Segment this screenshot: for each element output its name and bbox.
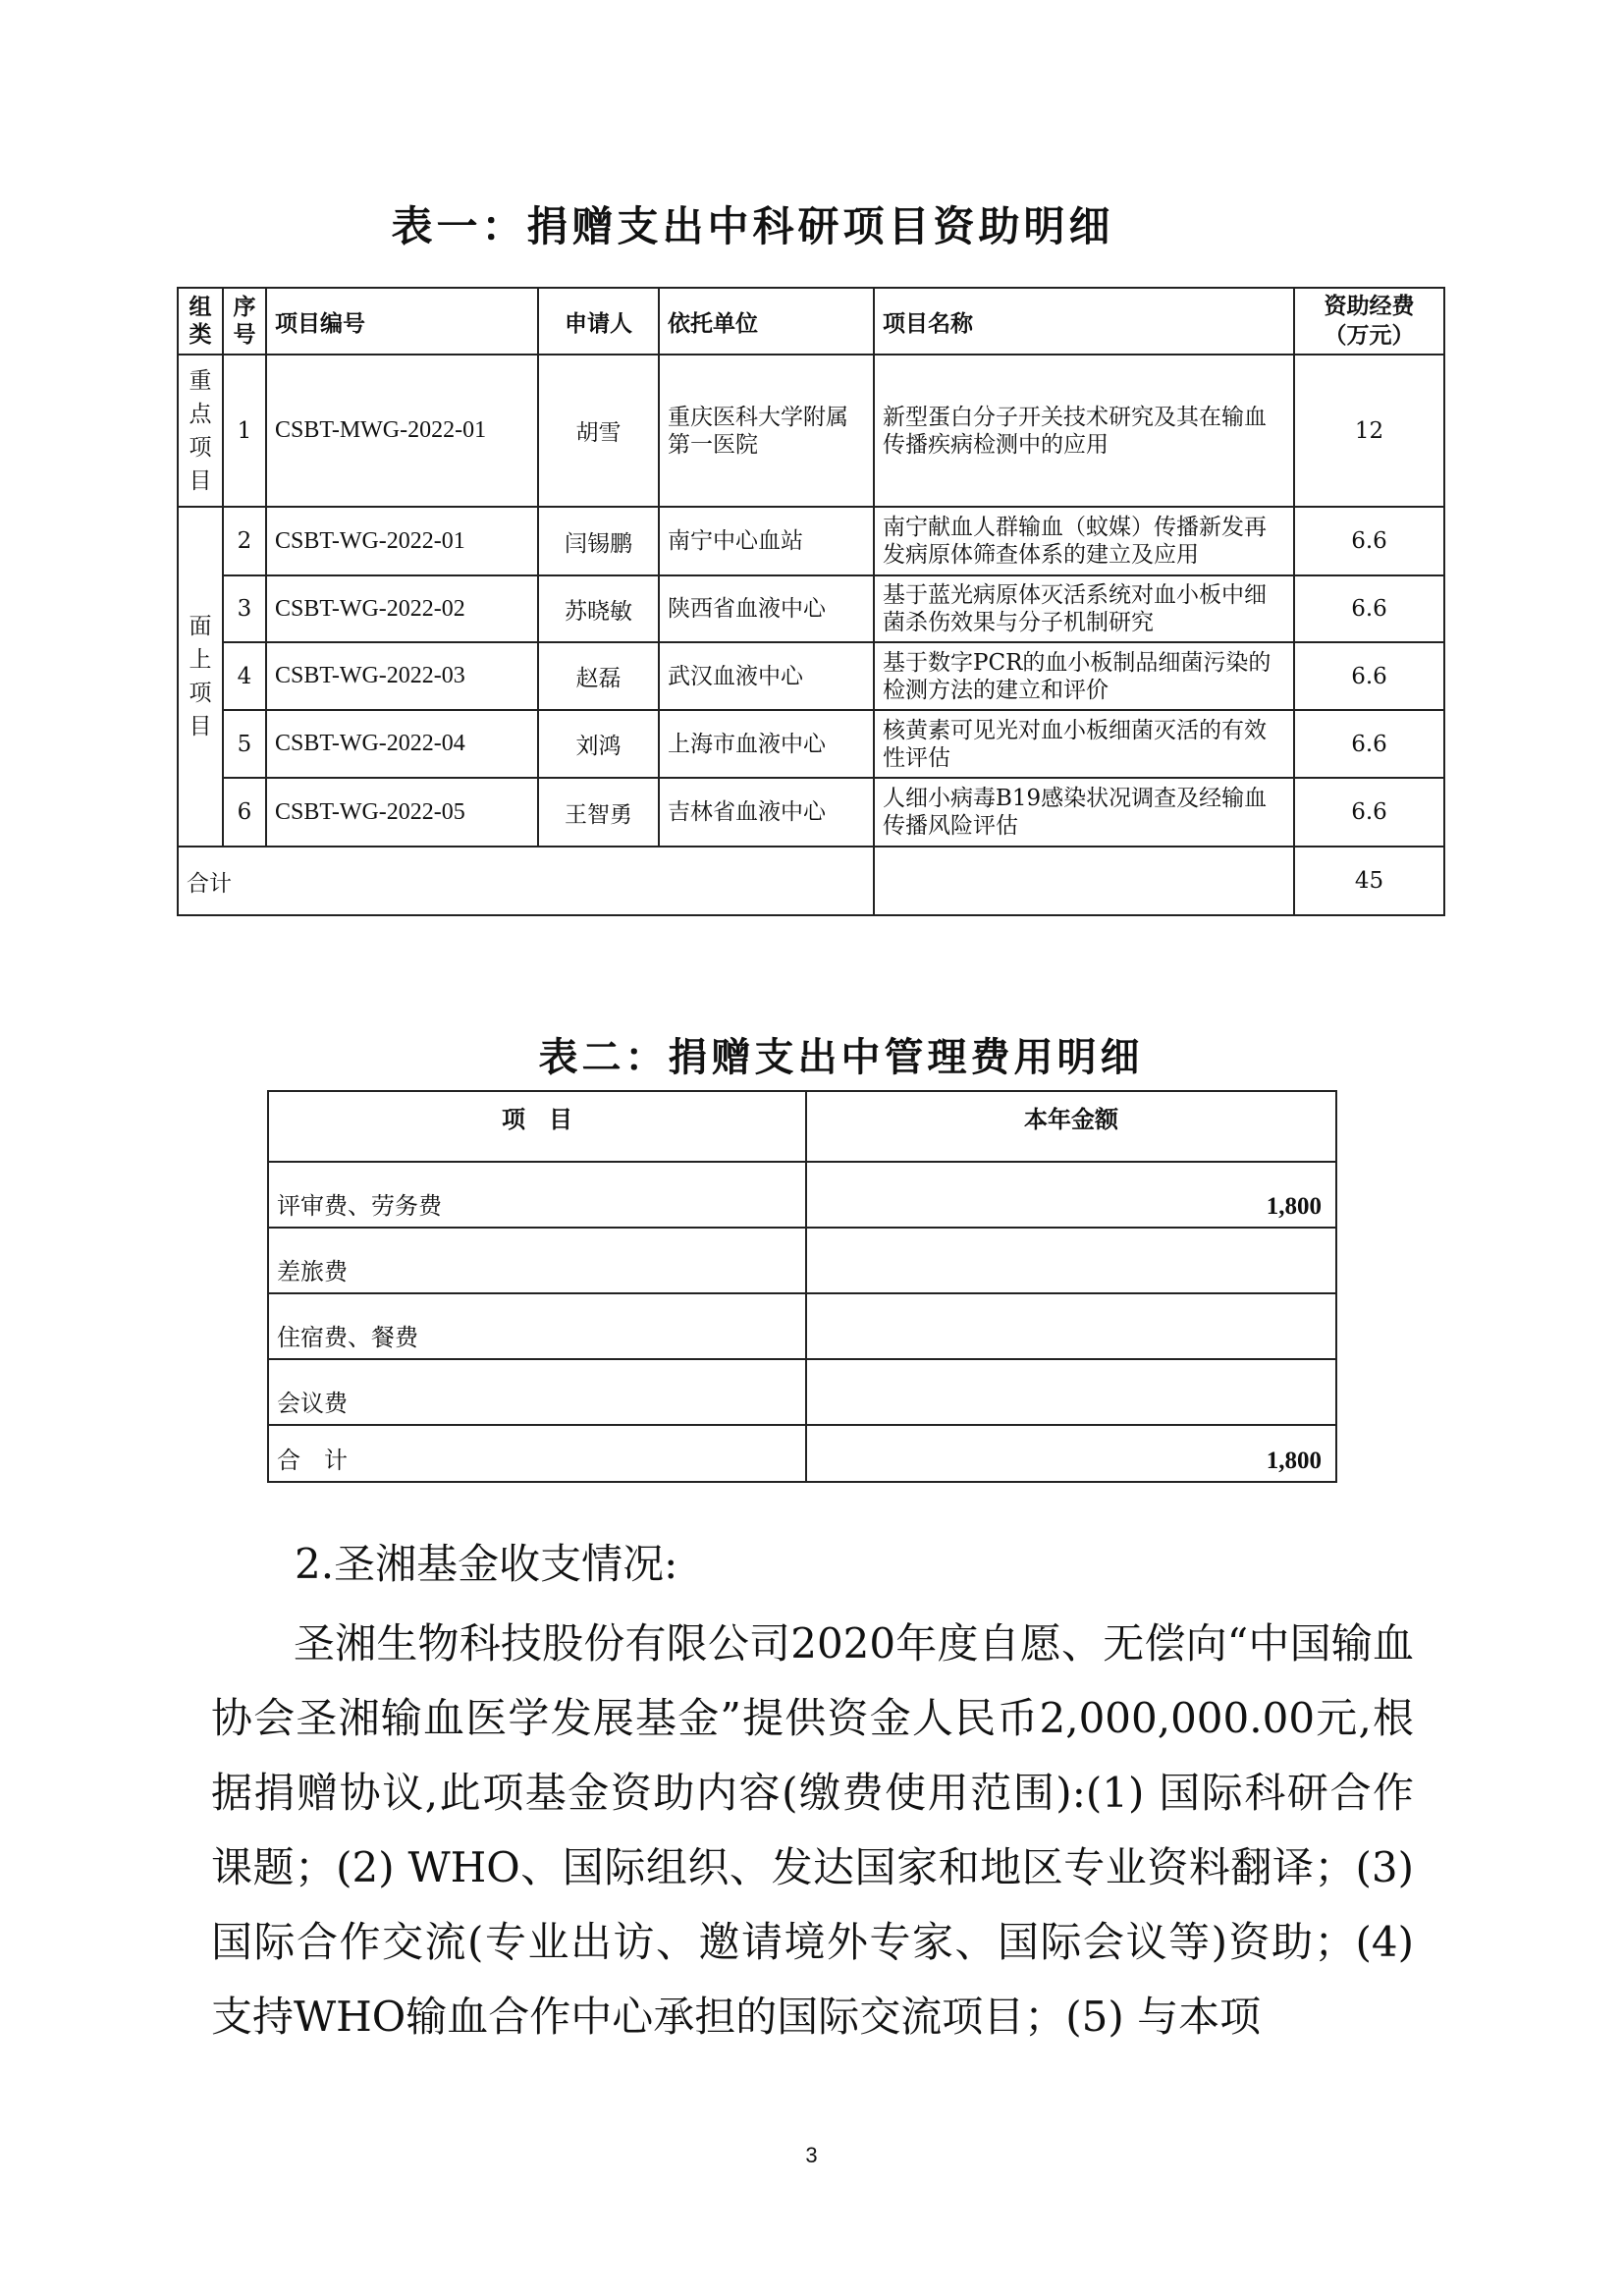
code-cell: CSBT-WG-2022-05 [266, 778, 538, 847]
total-label-cell: 合计 [178, 847, 874, 915]
total-empty-cell [874, 847, 1294, 915]
admin-expense-table [267, 1090, 1337, 1483]
project-name-cell: 基于蓝光病原体灭活系统对血小板中细菌杀伤效果与分子机制研究 [874, 575, 1294, 642]
project-name-cell: 南宁献血人群输血（蚊媒）传播新发再发病原体筛查体系的建立及应用 [874, 507, 1294, 575]
group-general-cell: 面上项目 [178, 507, 223, 847]
applicant-cell: 胡雪 [538, 355, 659, 507]
table-row [268, 1359, 1336, 1425]
header-unit: 依托单位 [659, 288, 874, 355]
table-row [178, 575, 1444, 642]
amount-cell: 12 [1294, 355, 1444, 507]
header-group: 组类 [178, 288, 223, 355]
applicant-cell: 赵磊 [538, 642, 659, 710]
unit-cell: 吉林省血液中心 [659, 778, 874, 847]
header-funding-line2: （万元） [1324, 323, 1415, 349]
seq-cell: 2 [223, 507, 266, 575]
amount-cell: 6.6 [1294, 575, 1444, 642]
header-funding [1294, 288, 1444, 355]
amount-cell: 6.6 [1294, 507, 1444, 575]
header-seq: 序号 [223, 288, 266, 355]
research-funding-table [177, 287, 1445, 916]
amount-cell: 1,800 [806, 1162, 1336, 1228]
item-cell: 住宿费、餐费 [268, 1293, 806, 1359]
code-cell: CSBT-WG-2022-04 [266, 710, 538, 778]
header-amount: 本年金额 [806, 1091, 1336, 1162]
unit-cell: 南宁中心血站 [659, 507, 874, 575]
item-cell: 差旅费 [268, 1228, 806, 1293]
amount-cell [806, 1359, 1336, 1425]
header-funding-line1: 资助经费 [1324, 294, 1415, 319]
seq-cell: 4 [223, 642, 266, 710]
project-name-cell: 人细小病毒B19感染状况调查及经输血传播风险评估 [874, 778, 1294, 847]
unit-cell: 武汉血液中心 [659, 642, 874, 710]
code-cell: CSBT-WG-2022-02 [266, 575, 538, 642]
seq-cell: 3 [223, 575, 266, 642]
unit-cell: 陕西省血液中心 [659, 575, 874, 642]
applicant-cell: 苏晓敏 [538, 575, 659, 642]
table-row [178, 778, 1444, 847]
seq-cell: 1 [223, 355, 266, 507]
table-row [268, 1162, 1336, 1228]
header-name: 项目名称 [874, 288, 1294, 355]
page-number: 3 [805, 2143, 818, 2167]
item-cell: 会议费 [268, 1359, 806, 1425]
group-key-cell: 重点项目 [178, 355, 223, 507]
amount-cell: 6.6 [1294, 778, 1444, 847]
project-name-cell: 核黄素可见光对血小板细菌灭活的有效性评估 [874, 710, 1294, 778]
table-row [268, 1293, 1336, 1359]
project-name-cell: 新型蛋白分子开关技术研究及其在输血传播疾病检测中的应用 [874, 355, 1294, 507]
section-heading: 2.圣湘基金收支情况: [295, 1540, 678, 1588]
applicant-cell: 闫锡鹏 [538, 507, 659, 575]
header-item: 项 目 [268, 1091, 806, 1162]
table2-header-row [268, 1091, 1336, 1162]
section-body: 圣湘生物科技股份有限公司2020年度自愿、无偿向“中国输血协会圣湘输血医学发展基金”提供资金人民币2,000,000.00元,根据捐赠协议,此项基金资助内容(缴费使用范围):(1) 国际科研合作课题；(2) WHO、国际组织、发达国家和地区专业资料翻译；(3) 国际合作交流(专业出访、邀请境外专家、国际会议等)资助；(4) 支持WHO输血合作中心承担的国际交流项目；(5) 与本项 [211, 1619, 1414, 2041]
applicant-cell: 王智勇 [538, 778, 659, 847]
amount-cell: 6.6 [1294, 642, 1444, 710]
project-name-cell: 基于数字PCR的血小板制品细菌污染的检测方法的建立和评价 [874, 642, 1294, 710]
code-cell: CSBT-MWG-2022-01 [266, 355, 538, 507]
amount-cell [806, 1293, 1336, 1359]
table-row [178, 507, 1444, 575]
table1-header-row [178, 288, 1444, 355]
total-amount-cell: 45 [1294, 847, 1444, 915]
table1-total-row [178, 847, 1444, 915]
table-row [178, 642, 1444, 710]
header-applicant: 申请人 [538, 288, 659, 355]
item-cell: 评审费、劳务费 [268, 1162, 806, 1228]
table-row [268, 1228, 1336, 1293]
unit-cell: 上海市血液中心 [659, 710, 874, 778]
table-row [178, 710, 1444, 778]
item-cell: 合 计 [268, 1425, 806, 1482]
table-row [178, 355, 1444, 507]
amount-cell: 1,800 [806, 1425, 1336, 1482]
seq-cell: 5 [223, 710, 266, 778]
code-cell: CSBT-WG-2022-03 [266, 642, 538, 710]
amount-cell [806, 1228, 1336, 1293]
unit-cell: 重庆医科大学附属第一医院 [659, 355, 874, 507]
applicant-cell: 刘鸿 [538, 710, 659, 778]
header-code: 项目编号 [266, 288, 538, 355]
table2-total-row [268, 1425, 1336, 1482]
table2-title: 表二：捐赠支出中管理费用明细 [538, 1035, 1144, 1080]
table1-title: 表一：捐赠支出中科研项目资助明细 [391, 202, 1114, 250]
amount-cell: 6.6 [1294, 710, 1444, 778]
seq-cell: 6 [223, 778, 266, 847]
code-cell: CSBT-WG-2022-01 [266, 507, 538, 575]
